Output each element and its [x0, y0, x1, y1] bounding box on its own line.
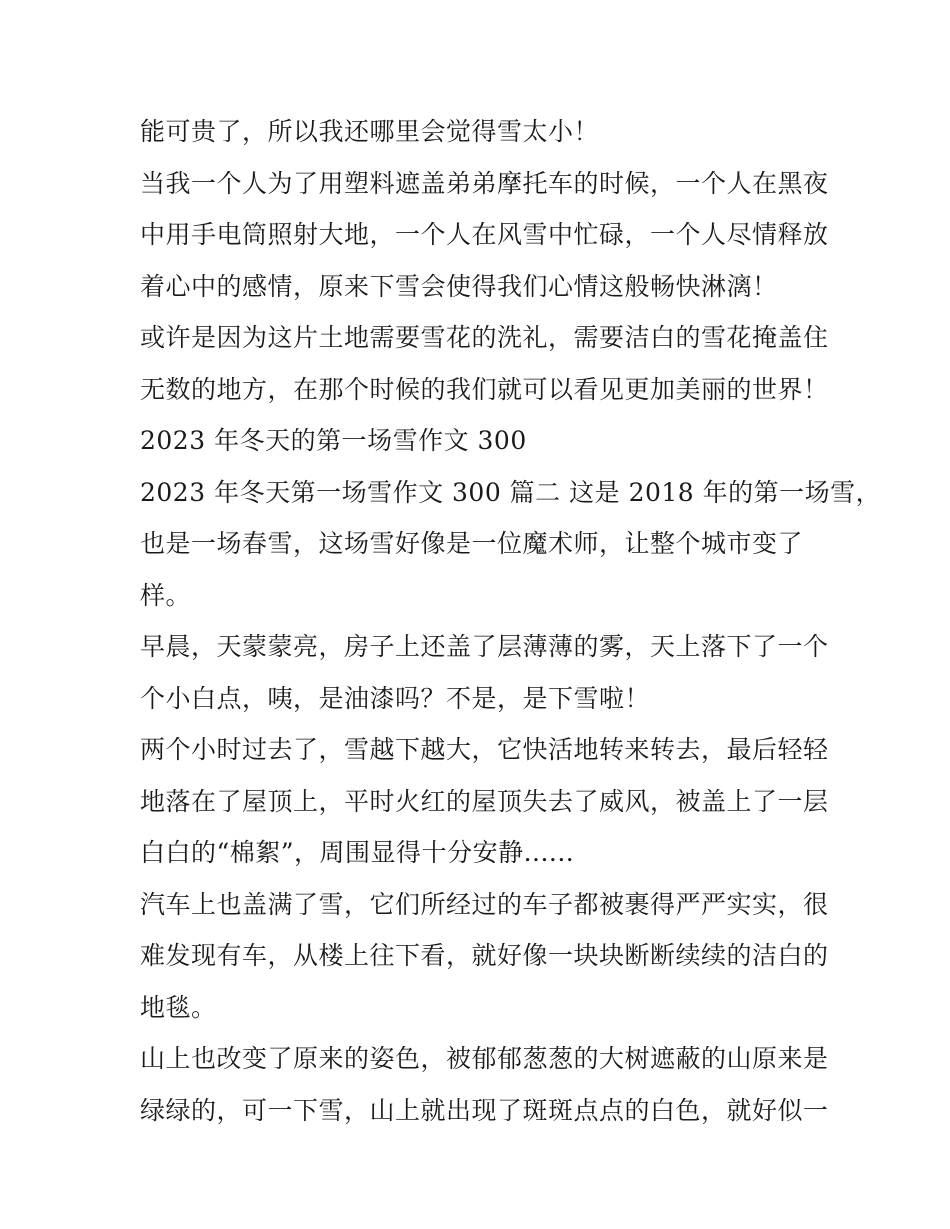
text-line: 个小白点，咦，是油漆吗？不是，是下雪啦！ — [140, 683, 651, 713]
section-heading: 2023 年冬天的第一场雪作文 300 — [140, 426, 527, 455]
text-line: 当我一个人为了用塑料遮盖弟弟摩托车的时候，一个人在黑夜 — [140, 168, 829, 198]
text-line: 样。 — [140, 580, 192, 610]
text-line: 或许是因为这片土地需要雪花的洗礼，需要洁白的雪花掩盖住 — [140, 323, 829, 352]
text-line: 地落在了屋顶上，平时火红的屋顶失去了威风，被盖上了一层 — [140, 786, 829, 816]
text-line: 山上也改变了原来的姿色，被郁郁葱葱的大树遮蔽的山原来是 — [140, 1044, 829, 1073]
text-line: 汽车上也盖满了雪，它们所经过的车子都被裹得严严实实，很 — [140, 889, 829, 919]
text-line: 地毯。 — [140, 992, 217, 1022]
text-line: 无数的地方，在那个时候的我们就可以看见更加美丽的世界！ — [140, 374, 829, 404]
document-body — [140, 106, 882, 1136]
text-line: 两个小时过去了，雪越下越大，它快活地转来转去，最后轻轻 — [140, 735, 829, 764]
text-line: 中用手电筒照射大地，一个人在风雪中忙碌，一个人尽情释放 — [140, 220, 829, 249]
text-line: 2023 年冬天第一场雪作文 300 篇二 这是 2018 年的第一场雪， — [140, 477, 882, 507]
text-line: 白白的“棉絮”，周围显得十分安静...... — [140, 838, 575, 867]
text-line: 也是一场春雪，这场雪好像是一位魔术师，让整个城市变了 — [140, 529, 804, 558]
text-line: 早晨，天蒙蒙亮，房子上还盖了层薄薄的雾，天上落下了一个 — [140, 632, 829, 661]
text-line: 能可贵了，所以我还哪里会觉得雪太小！ — [140, 117, 600, 146]
text-line: 难发现有车，从楼上往下看，就好像一块块断断续续的洁白的 — [140, 941, 829, 970]
text-line: 着心中的感情，原来下雪会使得我们心情这般畅快淋漓！ — [140, 271, 778, 301]
text-line: 绿绿的，可一下雪，山上就出现了斑斑点点的白色，就好似一 — [140, 1095, 829, 1125]
